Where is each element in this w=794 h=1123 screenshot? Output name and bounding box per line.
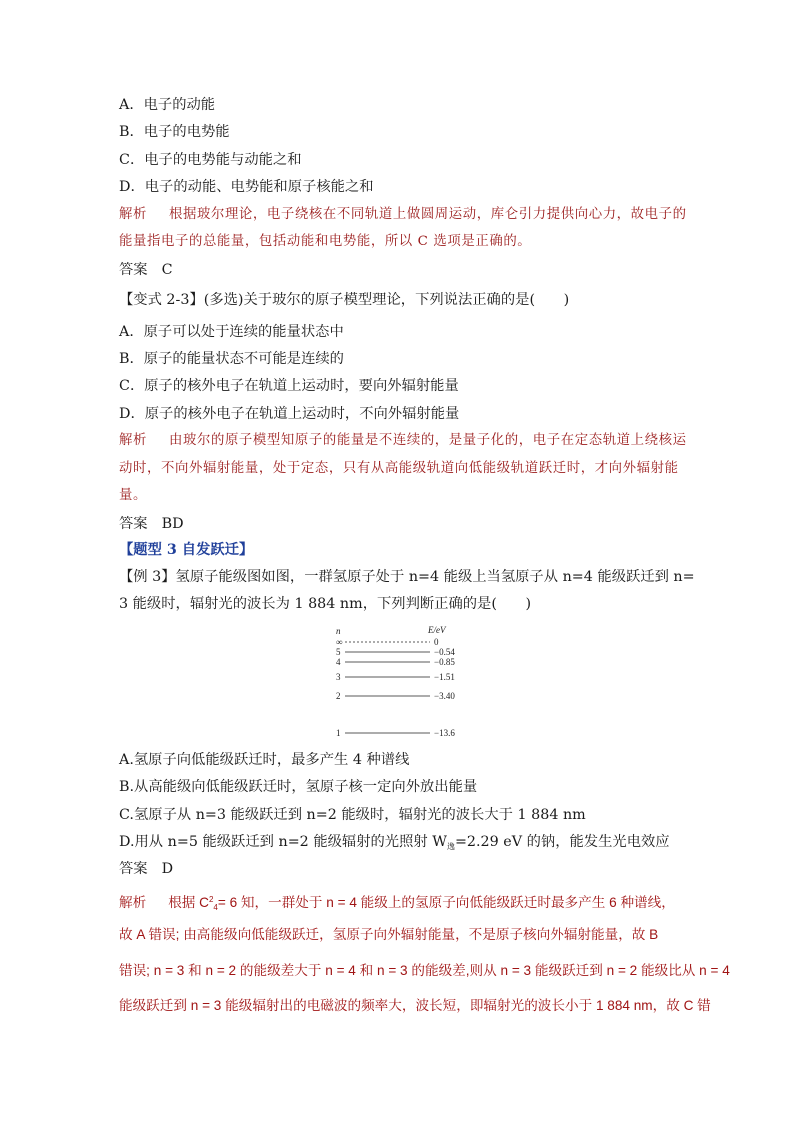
answer-value: BD bbox=[161, 516, 184, 532]
q3-option-d bbox=[119, 832, 670, 857]
level-n-label: 5 bbox=[336, 647, 341, 657]
analysis-text-pre: 根据 C bbox=[168, 895, 209, 910]
level-n-label: ∞ bbox=[336, 637, 343, 647]
q3-option-d-post: =2.29 eV 的钠，能发生光电效应 bbox=[454, 834, 670, 850]
q2-option-d: D．原子的核外电子在轨道上运动时，不向外辐射能量 bbox=[119, 406, 460, 422]
q1-option-a: A．电子的动能 bbox=[119, 97, 216, 113]
energy-level-diagram bbox=[330, 622, 480, 742]
level-energy-label: 0 bbox=[434, 637, 439, 647]
level-energy-label: −1.51 bbox=[434, 672, 455, 682]
analysis-text-post: = 6 知，一群处于 n = 4 能级上的氢原子向低能级跃迁时最多产生 6 种谱线， bbox=[217, 895, 675, 910]
q3-option-d-text: D.用从 n=5 能级跃迁到 n=2 能级辐射的光照射 W bbox=[119, 834, 447, 850]
q3-stem-line-1 bbox=[119, 567, 695, 587]
answer-label: 答案 bbox=[119, 516, 148, 532]
answer-label: 答案 bbox=[119, 861, 148, 877]
q2-analysis-line-2: 动时，不向外辐射能量，处于定态，只有从高能级轨道向低能级轨道跃迁时，才向外辐射能 bbox=[119, 461, 679, 476]
q1-analysis-line-1 bbox=[119, 205, 687, 225]
level-n-label: 1 bbox=[336, 728, 341, 738]
analysis-label: 解析 bbox=[119, 433, 147, 448]
q2-stem bbox=[119, 290, 569, 310]
answer-value: D bbox=[161, 861, 174, 877]
level-n-label: 4 bbox=[336, 657, 341, 667]
q1-option-d: D．电子的动能、电势能和原子核能之和 bbox=[119, 179, 374, 195]
q2-answer bbox=[119, 514, 184, 534]
q2-analysis-line-3: 量。 bbox=[119, 488, 147, 503]
q2-option-a: A．原子可以处于连续的能量状态中 bbox=[119, 324, 344, 340]
q3-stem-line-2: 3 能级时，辐射光的波长为 1 884 nm，下列判断正确的是( ) bbox=[119, 596, 532, 612]
level-energy-label: −0.54 bbox=[434, 647, 455, 657]
answer-label: 答案 bbox=[119, 262, 148, 278]
analysis-label: 解析 bbox=[119, 895, 147, 910]
q3-option-a: A.氢原子向低能级跃迁时，最多产生 4 种谱线 bbox=[119, 752, 410, 768]
q3-tag: 【例 3】 bbox=[119, 569, 176, 585]
q3-analysis-line-2: 故 A 错误; 由高能级向低能级跃迁，氢原子向外辐射能量，不是原子核向外辐射能量，故 B bbox=[119, 927, 659, 942]
q3-option-b: B.从高能级向低能级跃迁时，氢原子核一定向外放出能量 bbox=[119, 779, 478, 795]
q2-option-b: B．原子的能量状态不可能是连续的 bbox=[119, 351, 344, 367]
analysis-sub: 4 bbox=[213, 903, 218, 912]
q1-answer bbox=[119, 260, 173, 280]
q2-tag: 【变式 2-3】 bbox=[119, 292, 204, 308]
analysis-label: 解析 bbox=[119, 207, 147, 222]
analysis-text: 根据玻尔理论，电子绕核在不同轨道上做圆周运动，库仑引力提供向心力，故电子的 bbox=[168, 207, 687, 222]
q1-option-c: C．电子的电势能与动能之和 bbox=[119, 152, 302, 168]
q3-stem-text: 氢原子能级图如图，一群氢原子处于 n=4 能级上当氢原子从 n=4 能级跃迁到 n= bbox=[175, 569, 695, 585]
q3-analysis-line-1 bbox=[119, 890, 675, 918]
analysis-text: 由玻尔的原子模型知原子的能量是不连续的，是量子化的，电子在定态轨道上绕核运 bbox=[168, 433, 687, 448]
answer-value: C bbox=[161, 262, 173, 278]
level-energy-label: −3.40 bbox=[434, 691, 455, 701]
q2-analysis-line-1 bbox=[119, 431, 687, 451]
q3-option-d-sub: 逸 bbox=[446, 842, 455, 851]
level-energy-label: −0.85 bbox=[434, 657, 455, 667]
q1-option-b: B．电子的电势能 bbox=[119, 124, 230, 140]
q1-analysis-line-2: 能量指电子的总能量，包括动能和电势能，所以 C 选项是正确的。 bbox=[119, 234, 532, 249]
q2-stem-text: (多选)关于玻尔的原子模型理论，下列说法正确的是( ) bbox=[203, 292, 570, 308]
level-n-label: 2 bbox=[336, 691, 341, 701]
diagram-e-header: E/eV bbox=[428, 625, 446, 635]
diagram-n-header: n bbox=[336, 626, 341, 636]
q2-option-c: C．原子的核外电子在轨道上运动时，要向外辐射能量 bbox=[119, 378, 459, 394]
q3-analysis-line-4: 能级跃迁到 n = 3 能级辐射出的电磁波的频率大，波长短，即辐射光的波长小于 1 884 nm，故 C 错 bbox=[119, 998, 711, 1013]
analysis-sup: 2 bbox=[208, 895, 214, 904]
q3-answer bbox=[119, 859, 173, 879]
q3-option-c: C.氢原子从 n=3 能级跃迁到 n=2 能级时，辐射光的波长大于 1 884 nm bbox=[119, 807, 586, 823]
energy-levels-group bbox=[336, 637, 455, 738]
level-energy-label: −13.6 bbox=[434, 728, 455, 738]
energy-level-svg bbox=[330, 622, 480, 742]
level-n-label: 3 bbox=[336, 672, 341, 682]
section-title: 【题型 3 自发跃迁】 bbox=[119, 542, 254, 558]
q3-analysis-line-3: 错误; n = 3 和 n = 2 的能级差大于 n = 4 和 n = 3 的能级差,则从 n = 3 能级跃迁到 n = 2 能级比从 n = 4 bbox=[119, 963, 730, 978]
